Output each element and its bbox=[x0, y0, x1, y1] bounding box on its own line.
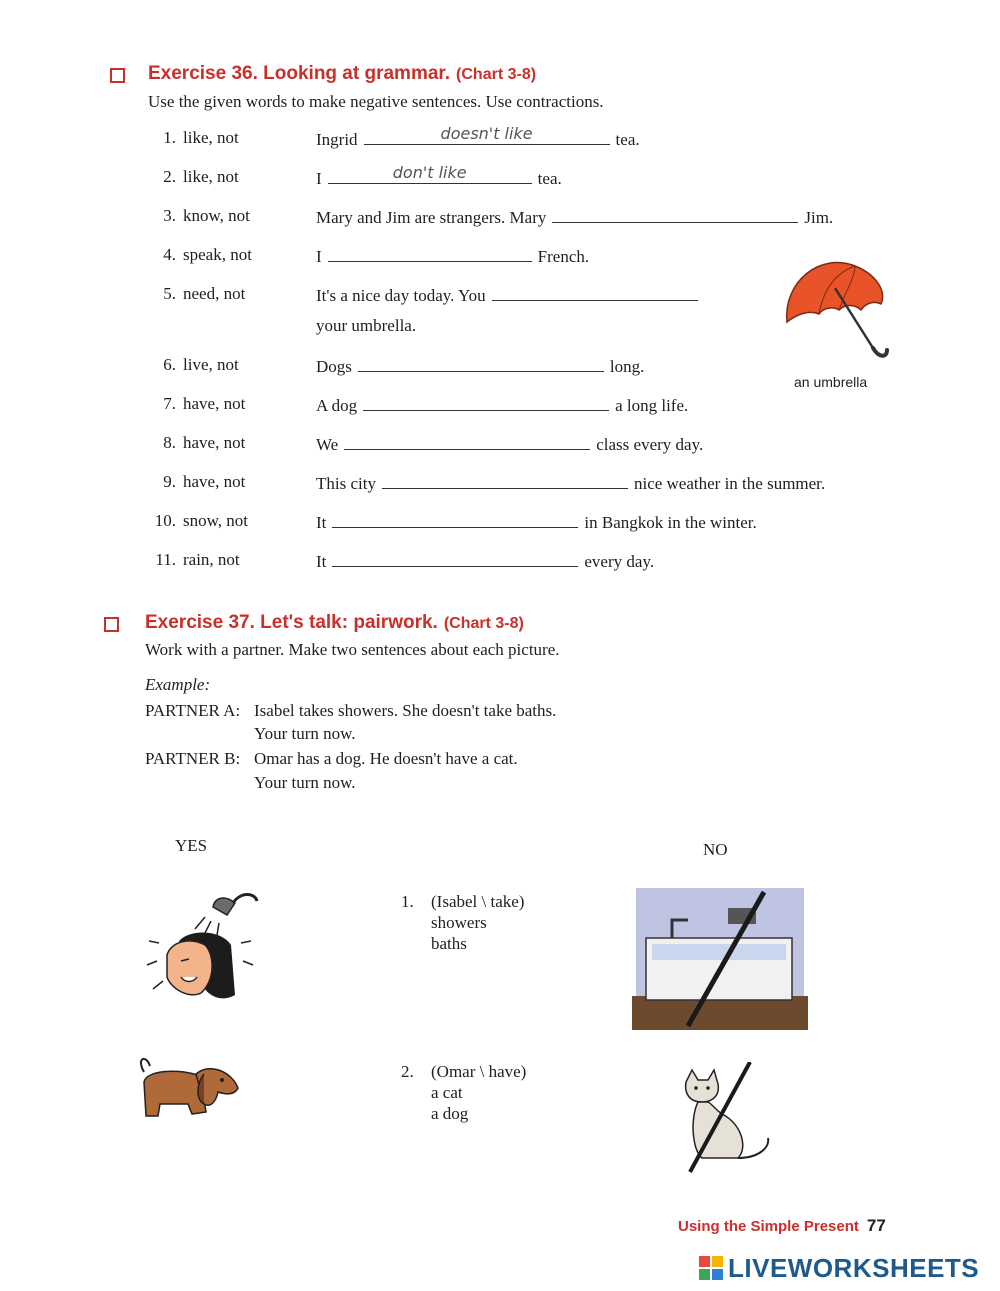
exercise-37-chart-ref: (Chart 3-8) bbox=[443, 615, 524, 632]
partner-a-line-2: Your turn now. bbox=[254, 724, 356, 743]
sentence-end: a long life. bbox=[615, 396, 689, 415]
sentence-start: It bbox=[316, 552, 327, 571]
sentence-end: in Bangkok in the winter. bbox=[584, 513, 757, 532]
answer-blank[interactable] bbox=[358, 355, 604, 372]
picture-2-option-1: a cat bbox=[431, 1083, 463, 1102]
liveworksheets-brand: LIVEWORKSHEETS bbox=[728, 1253, 980, 1283]
item-sentence bbox=[316, 550, 654, 572]
item-cue-words: have, not bbox=[183, 394, 246, 413]
exercise-37-instruction: Work with a partner. Make two sentences about each picture. bbox=[145, 640, 560, 659]
answer-blank[interactable] bbox=[328, 163, 532, 184]
sentence-start: It's a nice day today. You bbox=[316, 286, 486, 305]
partner-a-line-1: Isabel takes showers. She doesn't take baths. bbox=[254, 701, 557, 720]
sentence-end: tea. bbox=[615, 130, 640, 149]
item-number: 9. bbox=[163, 472, 176, 491]
sentence-start: It bbox=[316, 513, 327, 532]
exercise-36-chart-ref: (Chart 3-8) bbox=[456, 66, 537, 83]
filled-answer: doesn't like bbox=[440, 124, 533, 143]
bathtub-crossed-illustration bbox=[632, 888, 808, 1030]
item-number: 1. bbox=[163, 128, 176, 147]
item-sentence bbox=[316, 124, 640, 150]
exercise-37-title-text: Exercise 37. Let's talk: pairwork. bbox=[145, 612, 438, 633]
dog-illustration bbox=[130, 1052, 248, 1132]
sentence-start: A dog bbox=[316, 396, 358, 415]
answer-blank[interactable] bbox=[552, 206, 798, 223]
filled-answer: don't like bbox=[392, 163, 467, 182]
answer-blank[interactable] bbox=[332, 511, 578, 528]
sentence-start: Ingrid bbox=[316, 130, 358, 149]
sentence-start: We bbox=[316, 435, 339, 454]
sentence-end: your umbrella. bbox=[316, 316, 417, 335]
exercise-checkbox bbox=[104, 617, 119, 632]
item-sentence bbox=[316, 206, 833, 228]
sentence-end: long. bbox=[609, 357, 645, 376]
answer-blank[interactable] bbox=[344, 433, 590, 450]
item-cue-words: snow, not bbox=[183, 511, 249, 530]
item-cue-words: rain, not bbox=[183, 550, 240, 569]
item-sentence bbox=[316, 394, 688, 416]
sentence-start: I bbox=[316, 169, 322, 188]
answer-blank[interactable] bbox=[382, 472, 628, 489]
sentence-end: Jim. bbox=[804, 208, 834, 227]
answer-blank[interactable] bbox=[492, 284, 698, 301]
no-label: NO bbox=[703, 840, 728, 859]
item-number: 4. bbox=[163, 245, 176, 264]
sentence-start: Dogs bbox=[316, 357, 352, 376]
picture-2-cue: (Omar \ have) bbox=[431, 1062, 527, 1081]
yes-label: YES bbox=[175, 836, 208, 855]
exercise-checkbox bbox=[110, 68, 125, 83]
item-number: 5. bbox=[163, 284, 176, 303]
sentence-start: I bbox=[316, 247, 322, 266]
cat-crossed-illustration bbox=[672, 1062, 780, 1174]
item-sentence bbox=[316, 163, 562, 189]
item-number: 2. bbox=[163, 167, 176, 186]
picture-1-option-2: baths bbox=[431, 934, 467, 953]
item-number: 8. bbox=[163, 433, 176, 452]
item-number: 3. bbox=[163, 206, 176, 225]
sentence-end: French. bbox=[537, 247, 590, 266]
item-sentence bbox=[316, 472, 825, 494]
sentence-end: tea. bbox=[537, 169, 562, 188]
item-number: 10. bbox=[154, 511, 176, 530]
sentence-start: This city bbox=[316, 474, 376, 493]
item-cue-words: have, not bbox=[183, 433, 246, 452]
item-sentence bbox=[316, 511, 757, 533]
partner-b-label: PARTNER B: bbox=[145, 749, 241, 768]
liveworksheets-logo-icon bbox=[699, 1256, 723, 1280]
answer-blank[interactable] bbox=[332, 550, 578, 567]
picture-1-option-1: showers bbox=[431, 913, 487, 932]
umbrella-illustration bbox=[775, 252, 900, 372]
sentence-end: every day. bbox=[584, 552, 655, 571]
answer-blank[interactable] bbox=[363, 394, 609, 411]
umbrella-caption: an umbrella bbox=[794, 374, 868, 390]
exercise-36-title-text: Exercise 36. Looking at grammar. bbox=[148, 63, 451, 84]
picture-1-cue: (Isabel \ take) bbox=[431, 892, 525, 911]
exercise-37-title bbox=[145, 612, 524, 634]
item-cue-words: know, not bbox=[183, 206, 250, 225]
example-label: Example: bbox=[145, 675, 211, 694]
sentence-end: nice weather in the summer. bbox=[633, 474, 826, 493]
picture-2-option-2: a dog bbox=[431, 1104, 469, 1123]
item-sentence bbox=[316, 433, 703, 455]
item-cue-words: like, not bbox=[183, 128, 239, 147]
item-number: 6. bbox=[163, 355, 176, 374]
picture-2-number: 2. bbox=[401, 1062, 414, 1081]
item-cue-words: live, not bbox=[183, 355, 239, 374]
exercise-36-title bbox=[148, 63, 536, 85]
picture-1-number: 1. bbox=[401, 892, 414, 911]
item-cue-words: have, not bbox=[183, 472, 246, 491]
shower-girl-illustration bbox=[145, 885, 265, 1015]
page-footer bbox=[678, 1216, 886, 1236]
item-cue-words: like, not bbox=[183, 167, 239, 186]
partner-a-label: PARTNER A: bbox=[145, 701, 241, 720]
exercise-36-instruction: Use the given words to make negative sentences. Use contractions. bbox=[148, 92, 604, 111]
answer-blank[interactable] bbox=[364, 124, 610, 145]
item-sentence bbox=[316, 284, 704, 306]
footer-section-title: Using the Simple Present bbox=[678, 1218, 859, 1235]
item-number: 7. bbox=[163, 394, 176, 413]
item-number: 11. bbox=[155, 550, 176, 569]
sentence-start: Mary and Jim are strangers. Mary bbox=[316, 208, 547, 227]
page-number: 77 bbox=[866, 1216, 886, 1235]
sentence-end: class every day. bbox=[596, 435, 704, 454]
answer-blank[interactable] bbox=[328, 245, 532, 262]
item-sentence bbox=[316, 245, 589, 267]
partner-b-line-1: Omar has a dog. He doesn't have a cat. bbox=[254, 749, 518, 768]
item-cue-words: speak, not bbox=[183, 245, 252, 264]
item-sentence bbox=[316, 355, 644, 377]
item-cue-words: need, not bbox=[183, 284, 246, 303]
partner-b-line-2: Your turn now. bbox=[254, 773, 356, 792]
